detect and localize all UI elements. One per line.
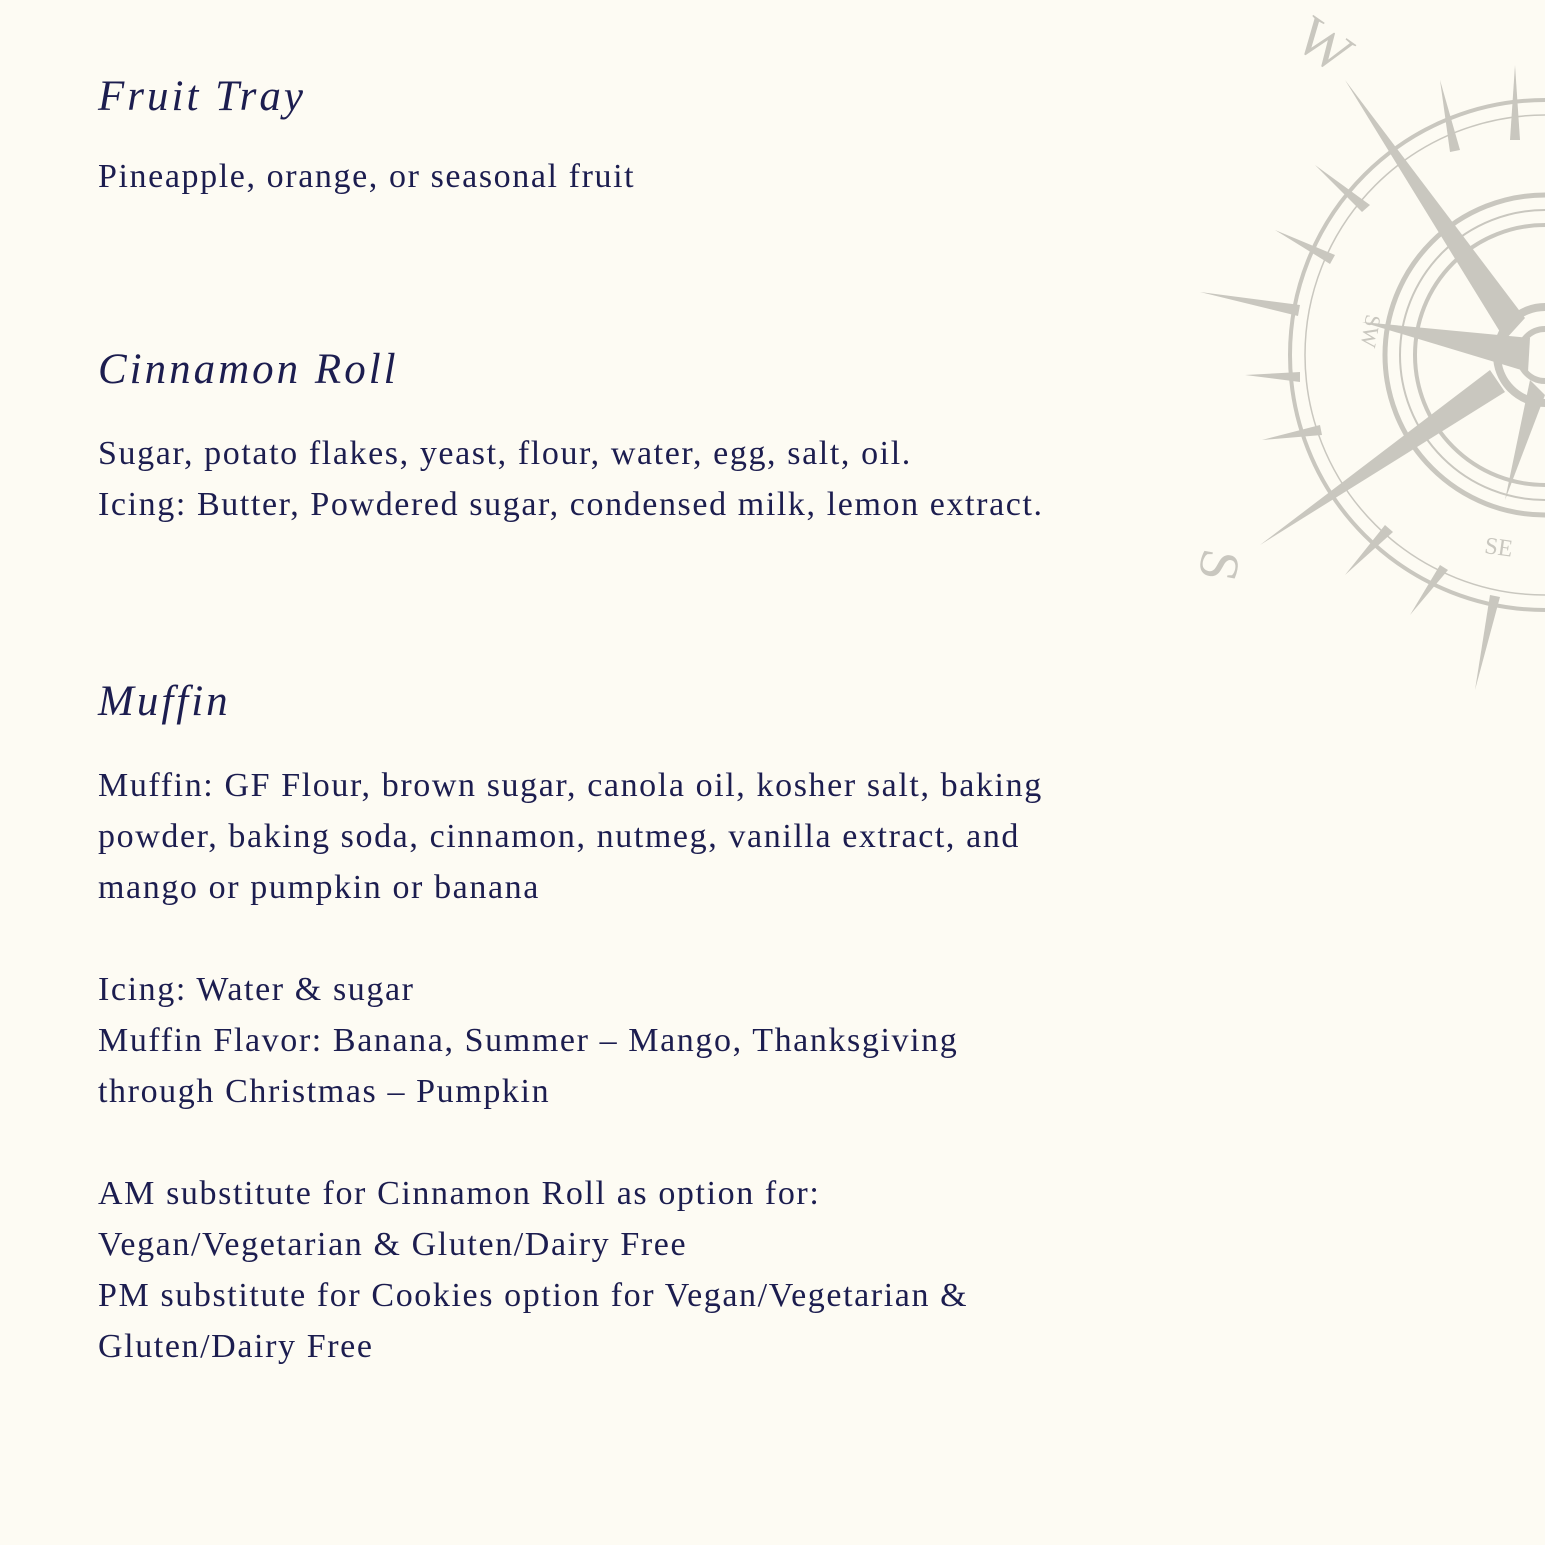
section-description: Pineapple, orange, or seasonal fruit bbox=[98, 158, 636, 196]
compass-label-sw: SW bbox=[1355, 312, 1387, 350]
section-cinnamon-roll bbox=[98, 345, 1138, 530]
section-title: Fruit Tray bbox=[98, 73, 307, 120]
compass-label-w: W bbox=[1284, 4, 1364, 86]
section-description: Sugar, potato flakes, yeast, flour, water, egg, salt, oil. Icing: Butter, Powdered sugar, condensed milk, lemon extract. bbox=[98, 435, 1044, 524]
section-muffin bbox=[98, 677, 1138, 1372]
compass-rose-decoration bbox=[1180, 0, 1545, 700]
section-title: Muffin bbox=[98, 678, 231, 725]
section-title: Cinnamon Roll bbox=[98, 346, 399, 393]
compass-label-se: SE bbox=[1482, 533, 1515, 563]
section-description: Muffin: GF Flour, brown sugar, canola oil, kosher salt, baking powder, baking soda, cinnamon, nutmeg, vanilla extract, and mango or pumpkin or banana Icing: Water & sugar Muffin Flavor: Banana, Summer – Mango, Thanksgiving through Christmas – Pumpkin AM substitute for Cinnamon Roll as option for: Vegan/Vegetarian & Gluten/Dairy Free PM substitute for Cookies option for Vegan/Vegetarian & Gluten/Dairy Free bbox=[98, 767, 1043, 1366]
section-fruit-tray bbox=[98, 72, 1138, 202]
compass-label-s: S bbox=[1185, 544, 1253, 587]
